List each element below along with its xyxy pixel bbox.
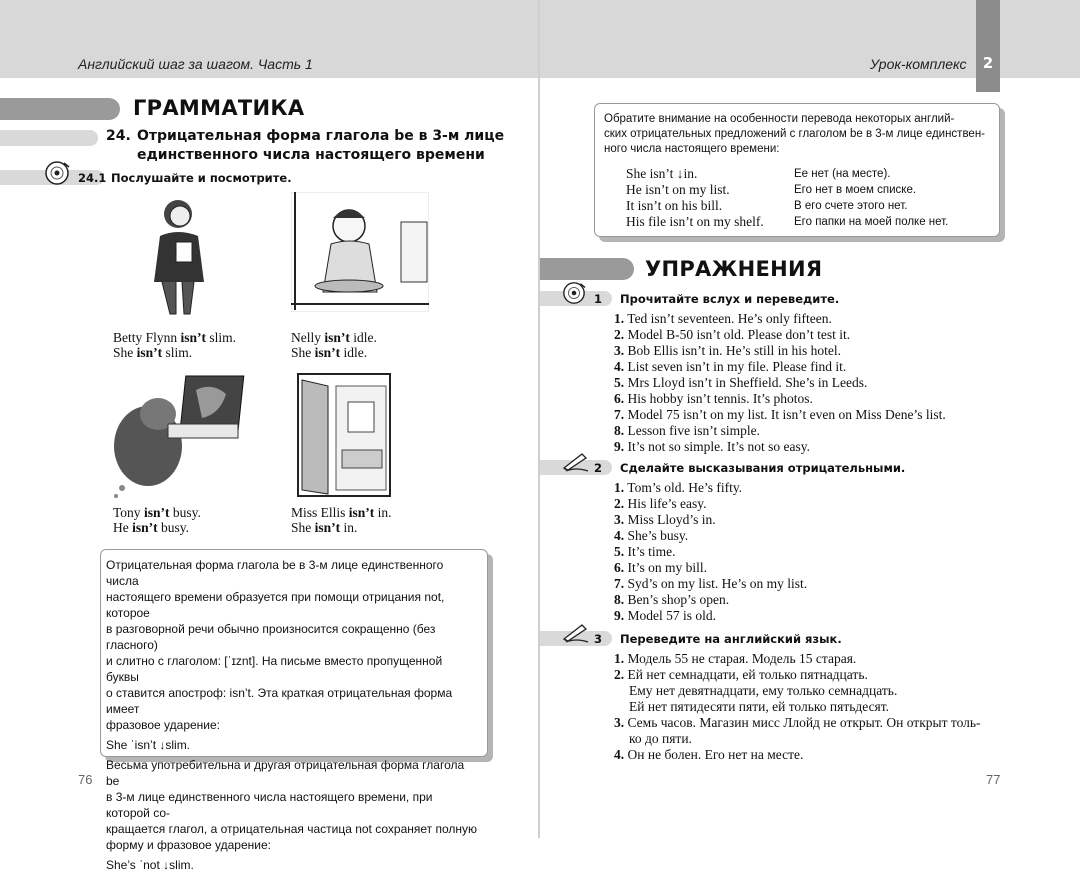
note-example: She’s ˈnot ↓slim. [106,858,194,872]
ex2-list [614,480,807,624]
list-item-continued: Ему нет девятнадцати, ему только семнадцать. [629,683,898,698]
caption-miss-ellis: Miss Ellis isn’t in. She isn’t in. [291,505,392,535]
note-line: форму и фразовое ударение: [106,838,271,852]
list-item: 1. Tom’s old. He’s fifty. [614,480,743,495]
exercises-heading-bar [540,258,634,280]
book-title: Английский шаг за шагом. Часть 1 [78,56,313,72]
audio-disc-icon [44,160,70,186]
list-item: 1. Модель 55 не старая. Модель 15 старая. [614,651,857,666]
list-item: 9. Model 57 is old. [614,608,717,623]
section-title-line1: Отрицательная форма глагола be в 3-м лице [137,128,505,144]
list-item: 7. Syd’s on my list. He’s on my list. [614,576,808,591]
note-line: Отрицательная форма глагола be в 3-м лице единственного числа [106,558,444,588]
attention-row: She isn’t ↓in. Ее нет (на месте). [626,166,891,181]
page-gutter [538,0,540,838]
list-item: 1. Ted isn’t seventeen. He’s only fifteen. [614,311,832,326]
list-item: 2. Ей нет семнадцати, ей только пятнадцать. [614,667,868,682]
ex2-title: Сделайте высказывания отрицательными. [620,461,906,475]
ex3-title: Переведите на английский язык. [620,632,842,646]
caption-betty: Betty Flynn isn’t slim. She isn’t slim. [113,330,237,360]
subsection-title: Послушайте и посмотрите. [111,171,292,185]
list-item-continued: Ей нет пятидесяти пяти, ей только пятьдесят. [629,699,890,714]
list-item: 4. List seven isn’t in my file. Please find it. [614,359,847,374]
lesson-title: Урок-комплекс [870,56,967,72]
ex3-list [614,651,981,763]
intro-line: ного числа настоящего времени: [604,143,780,155]
note-line: кращается глагол, а отрицательная частица not сохраняет полную [106,822,478,836]
illustration-betty [140,192,220,326]
list-item: 5. Mrs Lloyd isn’t in Sheffield. She’s in Leeds. [614,375,868,390]
attention-table [626,166,986,230]
list-item: 7. Model 75 isn’t on my list. It isn’t even on Miss Dene’s list. [614,407,946,422]
page-number-right: 77 [986,772,1001,787]
attention-intro [604,112,992,157]
note-line: o ставится апостроф: isn’t. Эта краткая отрицательная форма имеет [106,686,453,716]
illustration-tony [108,374,248,506]
subsection-number: 24.1 [78,171,107,185]
list-item: 3. Семь часов. Магазин мисс Ллойд не открыт. Он открыт толь- [614,715,981,730]
illustration-nelly [291,192,429,316]
ex3-number: 3 [594,632,603,646]
note-example: She ˈisn’t ↓slim. [106,738,191,752]
intro-line: ских отрицательных предложений с глаголом be в 3-м лице единствен- [604,128,986,140]
pencil-icon [562,450,590,472]
list-item: 8. Ben’s shop’s open. [614,592,730,607]
caption-nelly: Nelly isn’t idle. She isn’t idle. [291,330,377,360]
list-item: 9. It’s not so simple. It’s not so easy. [614,439,810,454]
list-item: 3. Miss Lloyd’s in. [614,512,716,527]
list-item: 8. Lesson five isn’t simple. [614,423,760,438]
page-number-left: 76 [78,772,93,787]
list-item: 6. It’s on my bill. [614,560,708,575]
intro-line: Обратите внимание на особенности перевода некоторых англий- [604,113,955,125]
list-item: 6. His hobby isn’t tennis. It’s photos. [614,391,813,406]
list-item: 3. Bob Ellis isn’t in. He’s still in his hotel. [614,343,842,358]
grammar-note [106,557,478,873]
ex2-number: 2 [594,461,603,475]
attention-row: He isn’t on my list. Его нет в моем списке. [626,182,917,197]
section-title-line2: единственного числа настоящего времени [137,147,485,163]
section-bar [0,130,98,146]
illustration-miss-ellis [296,372,392,502]
ex1-number: 1 [594,292,603,306]
grammar-heading: ГРАММАТИКА [133,96,305,120]
list-item: 5. It’s time. [614,544,676,559]
pencil-icon [562,621,590,643]
lesson-tab [976,0,1000,92]
lesson-number: 2 [982,54,994,72]
note-line: в разговорной речи обычно произносится сокращенно (без гласного) [106,622,436,652]
list-item: 2. Model B-50 isn’t old. Please don’t test it. [614,327,851,342]
note-line: настоящего времени образуется при помощи отрицания not, которое [106,590,445,620]
note-line: фразовое ударение: [106,718,221,732]
note-line: в 3-м лице единственного числа настоящего времени, при которой со- [106,790,433,820]
ex1-list [614,311,946,455]
attention-row: It isn’t on his bill. В его счете этого нет. [626,198,908,213]
list-item: 4. Он не болен. Его нет на месте. [614,747,804,762]
ex1-title: Прочитайте вслух и переведите. [620,292,840,306]
list-item: 2. His life’s easy. [614,496,707,511]
section-number: 24. [106,128,131,144]
caption-tony: Tony isn’t busy. He isn’t busy. [113,505,201,535]
list-item: 4. She’s busy. [614,528,689,543]
audio-disc-icon [562,281,586,305]
note-line: Весьма употребительна и другая отрицательная форма глагола be [106,758,465,788]
exercises-heading: УПРАЖНЕНИЯ [645,257,823,281]
grammar-heading-bar [0,98,120,120]
list-item-continued: ко до пяти. [629,731,692,746]
note-line: и слитно с глаголом: [ˈɪznt]. На письме вместо пропущенной буквы [106,654,443,684]
attention-row: His file isn’t on my shelf. Его папки на моей полке нет. [626,214,949,229]
